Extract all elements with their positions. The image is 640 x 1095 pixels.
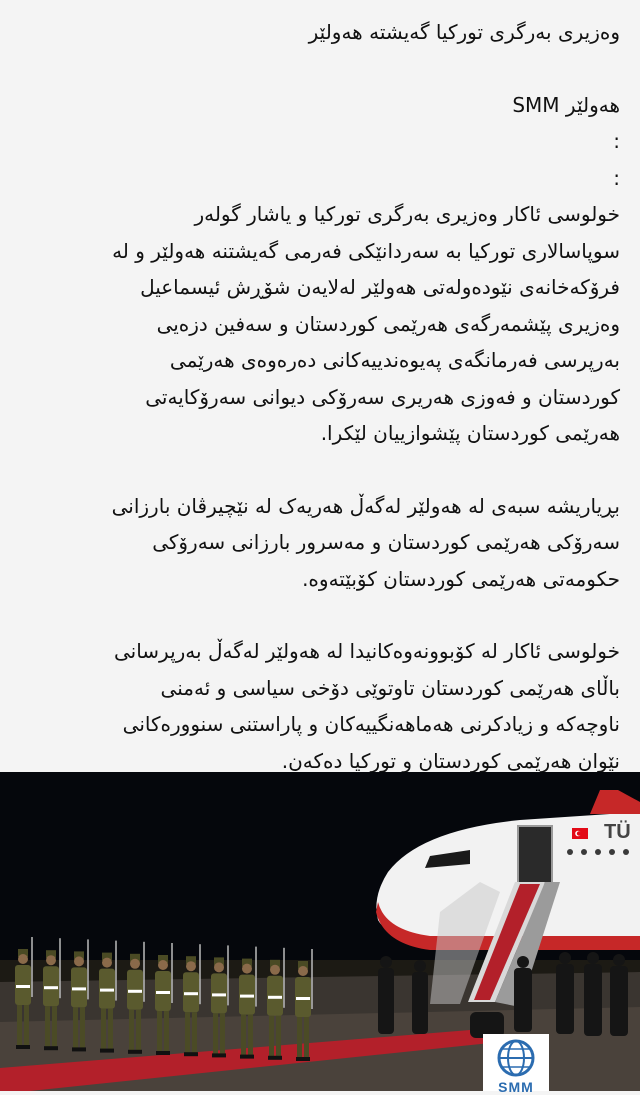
paragraph-talks	[20, 633, 620, 779]
text-line: حکومەتی هەرێمی کوردستان کۆبێتەوە.	[302, 566, 620, 591]
spacer	[20, 51, 620, 87]
text-line: خولوسی ئاکار لە کۆبوونەوەکانیدا لە هەولێر لەگەڵ بەرپرسانی	[113, 639, 620, 663]
smm-logo	[483, 1034, 549, 1095]
post-title: وەزیری بەرگری تورکیا گەیشتە هەولێر	[308, 20, 620, 44]
spacer	[20, 452, 620, 488]
text-line: بڕیاریشە سبەی لە هەولێر لەگەڵ هەریەک لە نێچیرڤان بارزانی	[111, 493, 620, 518]
text-line: هەرێمی کوردستان پێشوازییان لێکرا.	[320, 421, 620, 445]
text-line: سوپاسالاری تورکیا بە سەردانێکی فەرمی گەیشتنە هەولێر و لە	[112, 238, 620, 263]
paragraph-meeting	[20, 488, 620, 598]
flag-crescent-cut	[577, 831, 581, 835]
dateline-agency: SMM	[512, 92, 560, 117]
text-line: بەرپرسی فەرمانگەی پەیوەندییەکانی دەرەوەی هەرێمی	[169, 348, 620, 372]
spacer	[20, 597, 620, 633]
text-line: کوردستان و فەوزی هەریری سەرۆکی دیوانی سەرۆکایەتی	[145, 384, 620, 409]
separator: :	[613, 165, 620, 190]
dateline-place: هەولێر	[565, 92, 620, 117]
text-line: سەرۆکی هەرێمی کوردستان و مەسرور بارزانی سەرۆکی	[152, 530, 620, 554]
text-line: نێوان هەرێمی کوردستان و تورکیا دەکەن.	[281, 748, 620, 773]
aircraft-livery-text: TÜ	[604, 821, 631, 843]
dateline	[20, 87, 620, 124]
globe-icon	[483, 1034, 549, 1082]
text-line: باڵای هەرێمی کوردستان تاوتوێی دۆخی سیاسی و ئەمنی	[160, 675, 620, 700]
text-line: وەزیری پێشمەرگەی هەرێمی کوردستان و سەفین دزەیی	[156, 311, 620, 336]
text-line: خولوسی ئاکار وەزیری بەرگری تورکیا و یاشار گولەر	[194, 202, 620, 226]
text-line: فرۆکەخانەی نێودەولەتی هەولێر لەلایەن شۆڕش ئیسماعیل	[140, 275, 620, 299]
paragraph-arrival	[20, 196, 620, 452]
separator: :	[613, 129, 620, 153]
text-line: ناوچەکە و زیادکرنی هەماهەنگییەکان و پاراستنی سنوورەکانی	[122, 712, 620, 736]
aircraft-door	[518, 826, 552, 884]
logo-text: SMM	[498, 1079, 534, 1095]
